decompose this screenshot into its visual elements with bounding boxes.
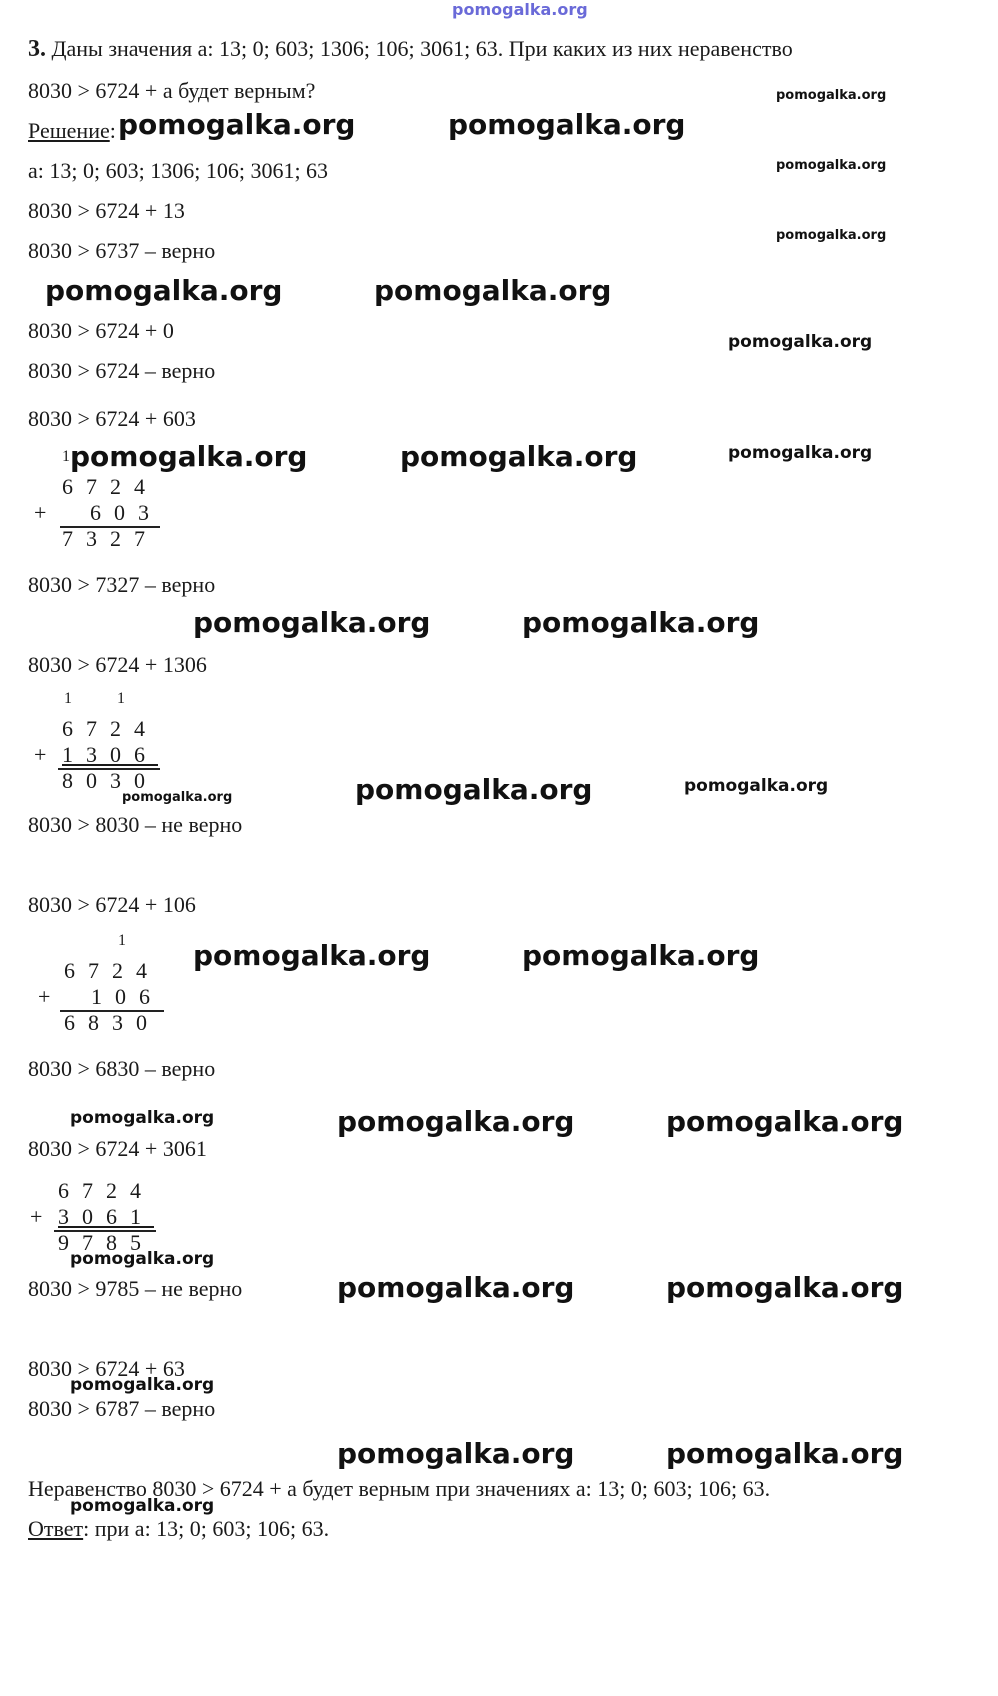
sum-result: 9785 bbox=[58, 1230, 154, 1255]
carry-digit-1: 1 bbox=[64, 690, 72, 707]
watermark: pomogalka.org bbox=[193, 939, 431, 972]
sum-result: 7327 bbox=[62, 526, 158, 551]
plus-sign: + bbox=[30, 1204, 43, 1229]
watermark: pomogalka.org bbox=[776, 88, 887, 103]
answer-line bbox=[28, 1516, 329, 1542]
plus-sign: + bbox=[34, 742, 47, 767]
watermark: pomogalka.org bbox=[70, 440, 308, 473]
watermark: pomogalka.org bbox=[448, 108, 686, 141]
step-106-result: 8030 > 6830 – верно bbox=[28, 1056, 216, 1081]
addend-top: 6724 bbox=[62, 474, 158, 499]
values-line: а: 13; 0; 603; 1306; 106; 3061; 63 bbox=[28, 158, 329, 183]
step-603-expression: 8030 > 6724 + 603 bbox=[28, 406, 196, 431]
watermark: pomogalka.org bbox=[728, 332, 873, 352]
addend-bottom: 3061 bbox=[58, 1204, 154, 1229]
step-1306-result: 8030 > 8030 – не верно bbox=[28, 812, 243, 837]
watermark: pomogalka.org bbox=[522, 939, 760, 972]
answer-text: : при а: 13; 0; 603; 106; 63. bbox=[83, 1516, 330, 1541]
problem-statement-line2: 8030 > 6724 + а будет верным? bbox=[28, 78, 316, 103]
step-3061-result: 8030 > 9785 – не верно bbox=[28, 1276, 243, 1301]
sum-result: 8030 bbox=[62, 768, 158, 793]
watermark: pomogalka.org bbox=[400, 440, 638, 473]
watermark: pomogalka.org bbox=[374, 274, 612, 307]
addend-bottom: 106 bbox=[91, 984, 163, 1009]
step-106-expression: 8030 > 6724 + 106 bbox=[28, 892, 196, 917]
step-63-result: 8030 > 6787 – верно bbox=[28, 1396, 216, 1421]
step-13-expression: 8030 > 6724 + 13 bbox=[28, 198, 185, 223]
watermark: pomogalka.org bbox=[684, 776, 829, 796]
watermark: pomogalka.org bbox=[776, 228, 887, 243]
watermark: pomogalka.org bbox=[70, 1496, 215, 1516]
addend-top: 6724 bbox=[64, 958, 160, 983]
watermark: pomogalka.org bbox=[70, 1249, 215, 1269]
step-0-expression: 8030 > 6724 + 0 bbox=[28, 318, 174, 343]
solution-label: Решение bbox=[28, 118, 110, 143]
addend-top: 6724 bbox=[58, 1178, 154, 1203]
plus-sign: + bbox=[38, 984, 51, 1009]
watermark: pomogalka.org bbox=[337, 1271, 575, 1304]
carry-digit: 1 bbox=[62, 448, 70, 465]
step-3061-expression: 8030 > 6724 + 3061 bbox=[28, 1136, 207, 1161]
carry-digit-2: 1 bbox=[117, 690, 125, 707]
solution-colon: : bbox=[109, 118, 116, 143]
problem-text-1: Даны значения а: 13; 0; 603; 1306; 106; 3061; 63. При каких из них неравенство bbox=[51, 36, 793, 61]
watermark: pomogalka.org bbox=[70, 1108, 215, 1128]
step-1306-expression: 8030 > 6724 + 1306 bbox=[28, 652, 207, 677]
sum-result: 6830 bbox=[64, 1010, 160, 1035]
addend-top: 6724 bbox=[62, 716, 158, 741]
addend-bottom: 1306 bbox=[62, 742, 158, 767]
problem-number: 3. bbox=[28, 36, 46, 62]
watermark: pomogalka.org bbox=[666, 1437, 904, 1470]
step-63-expression: 8030 > 6724 + 63 bbox=[28, 1356, 185, 1381]
watermark: pomogalka.org bbox=[118, 108, 356, 141]
watermark: pomogalka.org bbox=[337, 1437, 575, 1470]
watermark: pomogalka.org bbox=[45, 274, 283, 307]
watermark: pomogalka.org bbox=[776, 158, 887, 173]
site-watermark-top: pomogalka.org bbox=[452, 0, 588, 19]
conclusion-text: Неравенство 8030 > 6724 + а будет верным при значениях а: 13; 0; 603; 106; 63. bbox=[28, 1476, 771, 1501]
step-603-result: 8030 > 7327 – верно bbox=[28, 572, 216, 597]
step-13-result: 8030 > 6737 – верно bbox=[28, 238, 216, 263]
answer-label: Ответ bbox=[28, 1516, 84, 1541]
watermark: pomogalka.org bbox=[70, 1375, 215, 1395]
solution-heading bbox=[28, 118, 116, 144]
watermark: pomogalka.org bbox=[193, 606, 431, 639]
watermark: pomogalka.org bbox=[728, 443, 873, 463]
problem-statement-line1 bbox=[28, 36, 793, 63]
watermark: pomogalka.org bbox=[522, 606, 760, 639]
watermark: pomogalka.org bbox=[666, 1105, 904, 1138]
watermark: pomogalka.org bbox=[337, 1105, 575, 1138]
watermark: pomogalka.org bbox=[355, 773, 593, 806]
watermark: pomogalka.org bbox=[666, 1271, 904, 1304]
carry-digit: 1 bbox=[118, 932, 126, 949]
step-0-result: 8030 > 6724 – верно bbox=[28, 358, 216, 383]
addend-bottom: 603 bbox=[90, 500, 162, 525]
plus-sign: + bbox=[34, 500, 47, 525]
watermark: pomogalka.org bbox=[122, 790, 233, 805]
